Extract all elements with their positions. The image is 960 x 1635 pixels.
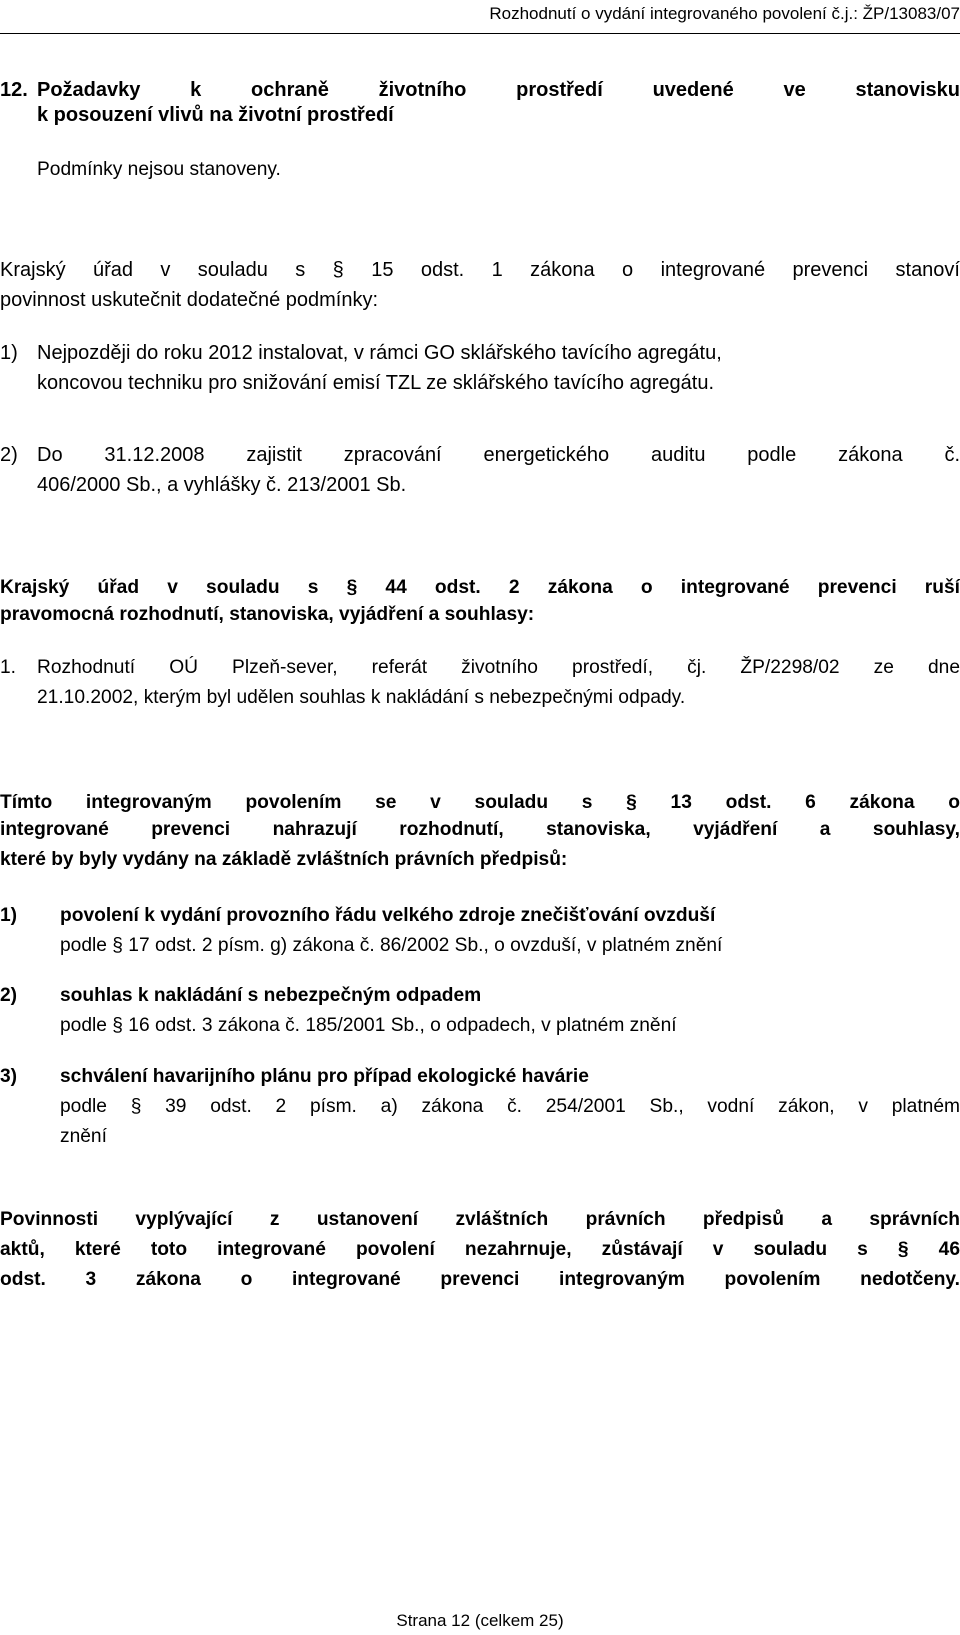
list-item — [0, 440, 960, 500]
list-title: povolení k vydání provozního řádu velkého zdroje znečišťování ovzduší — [60, 905, 716, 926]
section-title-line: k posouzení vlivů na životní prostředí — [37, 104, 394, 126]
paragraph-line: odst. 3 zákona o integrované prevenci integrovaným povolením nedotčeny. — [0, 1269, 960, 1290]
list-number: 2) — [0, 444, 18, 466]
header-rule — [0, 33, 960, 34]
list-text-line: Do 31.12.2008 zajistit zpracování energetického auditu podle zákona č. — [37, 444, 960, 466]
section-number: 12. — [0, 79, 28, 101]
paragraph-line: integrované prevenci nahrazují rozhodnutí, stanoviska, vyjádření a souhlasy, — [0, 819, 960, 840]
list-number: 3) — [0, 1066, 18, 1087]
paragraph-line: povinnost uskutečnit dodatečné podmínky: — [0, 289, 379, 311]
list-text-line: podle § 17 odst. 2 písm. g) zákona č. 86/2002 Sb., o ovzduší, v platném znění — [60, 935, 723, 956]
paragraph-line: Povinnosti vyplývající z ustanovení zvláštních právních předpisů a správních — [0, 1209, 960, 1230]
list-text-line: podle § 16 odst. 3 zákona č. 185/2001 Sb., o odpadech, v platném znění — [60, 1015, 677, 1036]
list-text-line: Rozhodnutí OÚ Plzeň-sever, referát životního prostředí, čj. ŽP/2298/02 ze dne — [37, 657, 960, 678]
section-title-line: Požadavky k ochraně životního prostředí uvedené ve stanovisku — [37, 79, 960, 101]
list-text-line: Nejpozději do roku 2012 instalovat, v rámci GO sklářského tavícího agregátu, — [37, 342, 722, 364]
paragraph-line: Krajský úřad v souladu s § 15 odst. 1 zákona o integrované prevenci stanoví — [0, 259, 960, 281]
list-text-line: znění — [60, 1126, 107, 1147]
paragraph-line: pravomocná rozhodnutí, stanoviska, vyjádření a souhlasy: — [0, 604, 535, 625]
list-number: 1) — [0, 905, 18, 926]
list-item — [0, 901, 960, 961]
section-text: Podmínky nejsou stanoveny. — [37, 159, 281, 180]
paragraph-line: Tímto integrovaným povolením se v souladu s § 13 odst. 6 zákona o — [0, 792, 960, 813]
list-number: 1) — [0, 342, 18, 364]
list-text-line: 21.10.2002, kterým byl udělen souhlas k nakládání s nebezpečnými odpady. — [37, 687, 686, 708]
list-item — [0, 1062, 960, 1152]
list-number: 1. — [0, 657, 17, 678]
list-text-line: koncovou techniku pro snižování emisí TZL ze sklářského tavícího agregátu. — [37, 372, 715, 394]
list-item — [0, 338, 960, 398]
list-title: souhlas k nakládání s nebezpečným odpadem — [60, 985, 482, 1006]
page-footer: Strana 12 (celkem 25) — [396, 1611, 564, 1630]
page-header: Rozhodnutí o vydání integrovaného povolení č.j.: ŽP/13083/07 — [489, 4, 960, 23]
paragraph-line: které by byly vydány na základě zvláštních právních předpisů: — [0, 849, 568, 870]
paragraph-line: aktů, které toto integrované povolení nezahrnuje, zůstávají v souladu s § 46 — [0, 1239, 960, 1260]
list-title: schválení havarijního plánu pro případ ekologické havárie — [60, 1066, 589, 1087]
list-text-line: 406/2000 Sb., a vyhlášky č. 213/2001 Sb. — [37, 474, 407, 496]
list-item — [0, 981, 960, 1041]
list-text-line: podle § 39 odst. 2 písm. a) zákona č. 254/2001 Sb., vodní zákon, v platném — [60, 1096, 960, 1117]
list-number: 2) — [0, 985, 18, 1006]
list-item — [0, 653, 960, 713]
paragraph-line: Krajský úřad v souladu s § 44 odst. 2 zákona o integrované prevenci ruší — [0, 577, 960, 598]
